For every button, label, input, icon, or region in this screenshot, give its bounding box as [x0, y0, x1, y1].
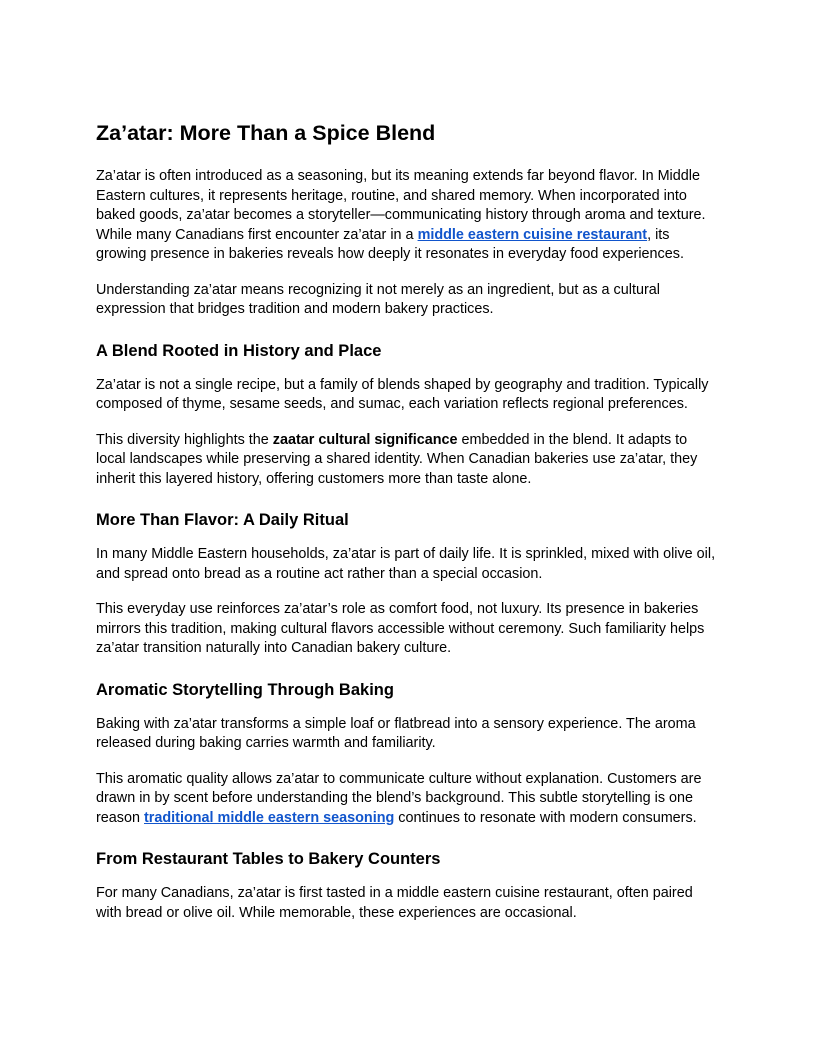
storytelling-paragraph-2	[96, 770, 720, 829]
history-paragraph-1: Za’atar is not a single recipe, but a family of blends shaped by geography and tradition. Typically composed of thyme, sesame seeds, and sumac, each variation reflects regional preferences.	[96, 376, 709, 412]
intro-p1-text-after: , its growing presence in bakeries reveals how deeply it resonates in everyday food experiences.	[96, 226, 684, 262]
section-heading-ritual: More Than Flavor: A Daily Ritual	[96, 511, 349, 529]
ritual-paragraph-1: In many Middle Eastern households, za’atar is part of daily life. It is sprinkled, mixed with olive oil, and spread onto bread as a routine act rather than a special occasion.	[96, 546, 716, 582]
section-heading-history: A Blend Rooted in History and Place	[96, 341, 382, 360]
intro-p1-text-before: Za’atar is often introduced as a seasoning, but its meaning extends far beyond flavor. In Middle Eastern cultures, it represents heritage, routine, and shared memory. When incorporated into baked goods, za’atar becomes a storyteller—communicating history through aroma and texture. While many Canadians first encounter za’atar in a	[96, 168, 706, 243]
restaurant-paragraph-1: For many Canadians, za’atar is first tasted in a middle eastern cuisine restaurant, often paired with bread or olive oil. While memorable, these experiences are occasional.	[96, 885, 693, 921]
intro-paragraph-2: Understanding za’atar means recognizing it not merely as an ingredient, but as a cultural expression that bridges tradition and modern bakery practices.	[96, 281, 660, 317]
history-p2-text-after: embedded in the blend. It adapts to local landscapes while preserving a shared identity. When Canadian bakeries use za’atar, they inherit this layered history, offering customers more than taste alone.	[96, 431, 698, 487]
storytelling-p2-text-after: continues to resonate with modern consumers.	[394, 809, 697, 826]
traditional-seasoning-link[interactable]: traditional middle eastern seasoning	[144, 809, 395, 826]
storytelling-paragraph-1: Baking with za’atar transforms a simple loaf or flatbread into a sensory experience. The aroma released during baking carries warmth and familiarity.	[96, 715, 696, 751]
section-heading-storytelling: Aromatic Storytelling Through Baking	[96, 680, 394, 699]
section-heading-restaurant: From Restaurant Tables to Bakery Counters	[96, 850, 441, 868]
storytelling-p2-text-before: This aromatic quality allows za’atar to communicate culture without explanation. Customers are drawn in by scent before understanding the blend’s background. This subtle storytelling is one reason	[96, 770, 702, 826]
middle-eastern-restaurant-link[interactable]: middle eastern cuisine restaurant	[417, 226, 648, 243]
ritual-paragraph-2: This everyday use reinforces za’atar’s role as comfort food, not luxury. Its presence in bakeries mirrors this tradition, making cultural flavors accessible without ceremony. Such familiarity helps za’atar transition naturally into Canadian bakery culture.	[96, 601, 705, 656]
intro-paragraph-1	[96, 167, 720, 265]
history-paragraph-2	[96, 431, 720, 490]
page-title: Za’atar: More Than a Spice Blend	[96, 121, 436, 145]
zaatar-significance-bold: zaatar cultural significance	[272, 431, 458, 448]
history-p2-text-before: This diversity highlights the	[96, 431, 273, 448]
document-page	[96, 118, 720, 939]
